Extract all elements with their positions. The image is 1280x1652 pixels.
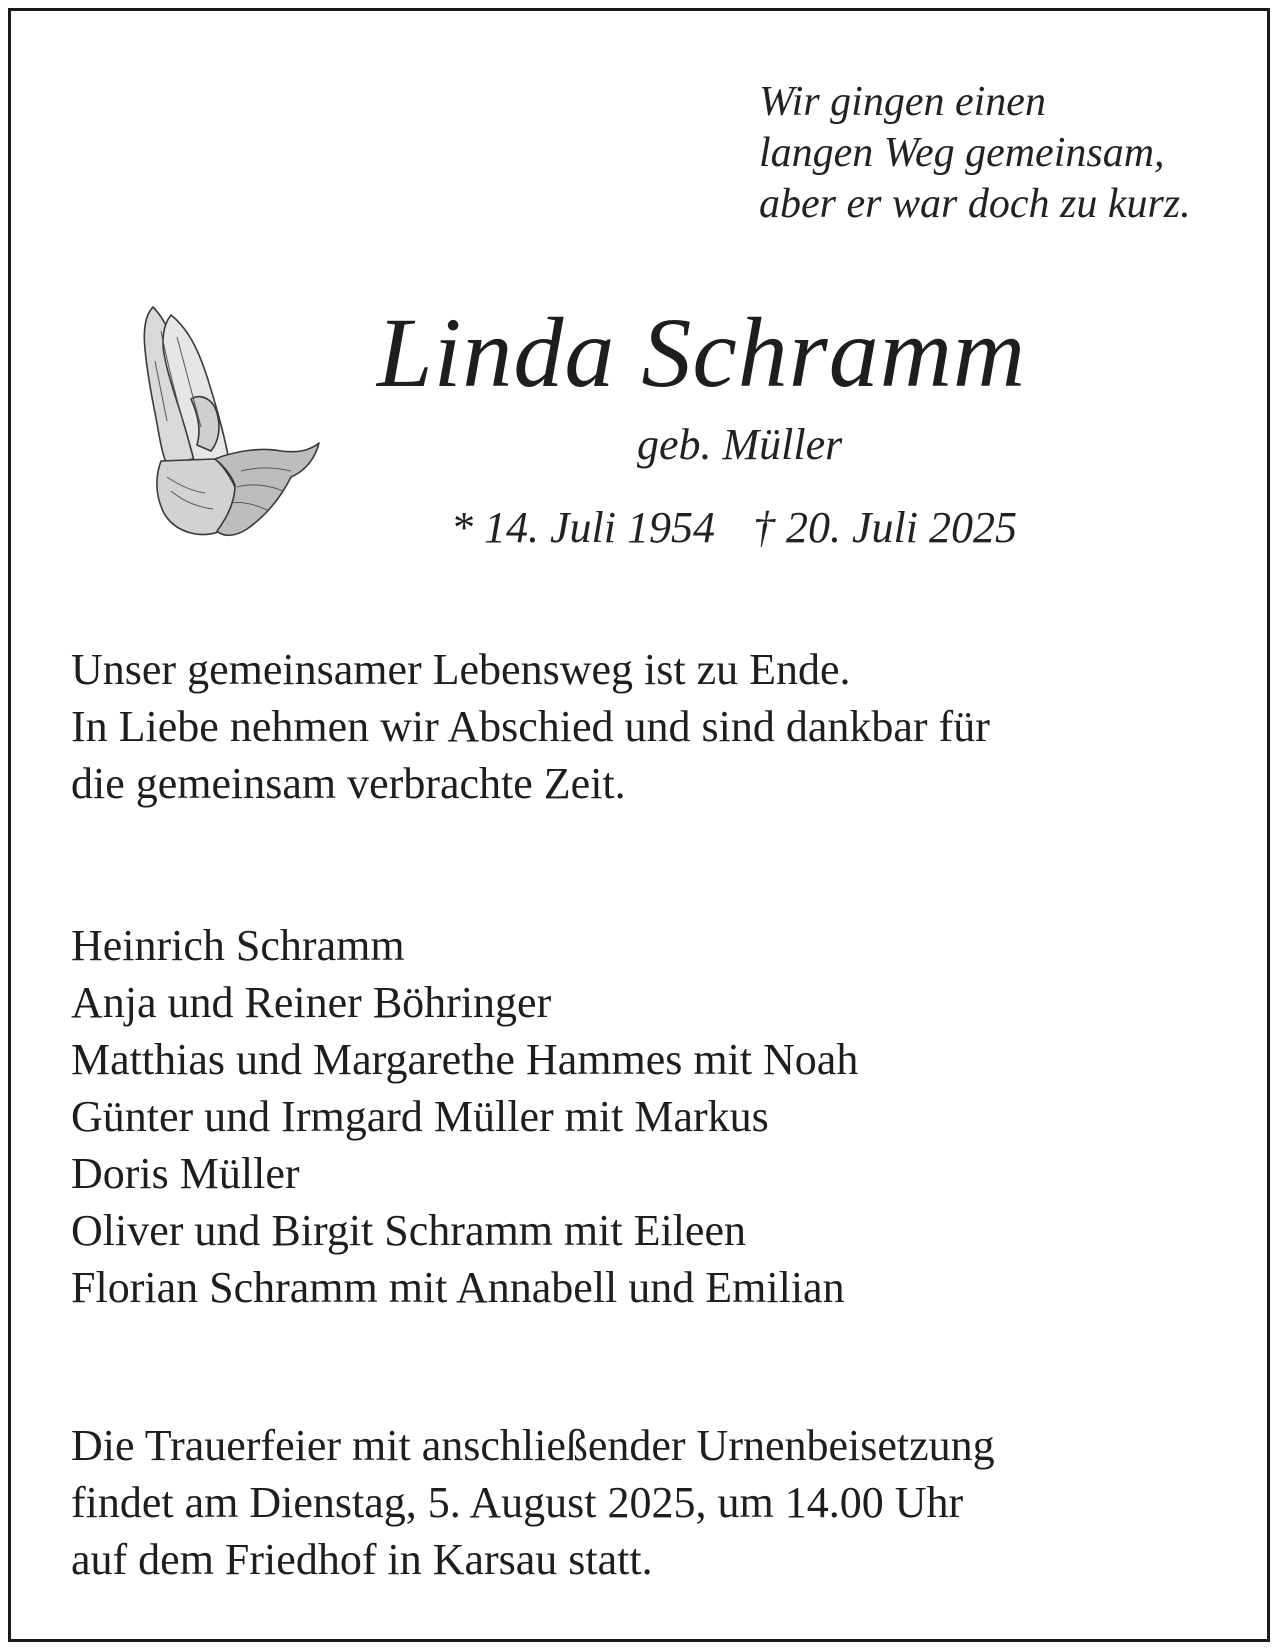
funeral-service-info [71,1417,995,1588]
quote [759,77,1191,230]
deceased-name: Linda Schramm [377,297,1027,408]
mourner-entry: Heinrich Schramm [71,921,405,970]
farewell-line: In Liebe nehmen wir Abschied und sind dankbar für [71,702,990,751]
maiden-name: geb. Müller [637,420,843,469]
mourners-list [71,917,858,1316]
death-date: † 20. Juli 2025 [752,503,1017,552]
mourner-entry: Günter und Irmgard Müller mit Markus [71,1092,769,1141]
mourner-entry: Doris Müller [71,1149,300,1198]
mourner-entry: Florian Schramm mit Annabell und Emilian [71,1263,845,1312]
farewell-line: Unser gemeinsamer Lebensweg ist zu Ende. [71,645,851,694]
service-line: auf dem Friedhof in Karsau statt. [71,1535,653,1584]
birth-date: * 14. Juli 1954 [451,503,715,552]
farewell-line: die gemeinsam verbrachte Zeit. [71,759,626,808]
life-dates [451,501,1017,555]
service-line: findet am Dienstag, 5. August 2025, um 14.00 Uhr [71,1478,964,1527]
farewell-text [71,641,990,812]
obituary-notice [8,8,1270,1642]
quote-line: langen Weg gemeinsam, [759,130,1165,176]
praying-hands-icon [131,301,331,541]
service-line: Die Trauerfeier mit anschließender Urnenbeisetzung [71,1421,995,1470]
quote-line: Wir gingen einen [759,79,1046,125]
mourner-entry: Oliver und Birgit Schramm mit Eileen [71,1206,746,1255]
quote-line: aber er war doch zu kurz. [759,181,1191,227]
mourner-entry: Matthias und Margarethe Hammes mit Noah [71,1035,859,1084]
mourner-entry: Anja und Reiner Böhringer [71,978,552,1027]
